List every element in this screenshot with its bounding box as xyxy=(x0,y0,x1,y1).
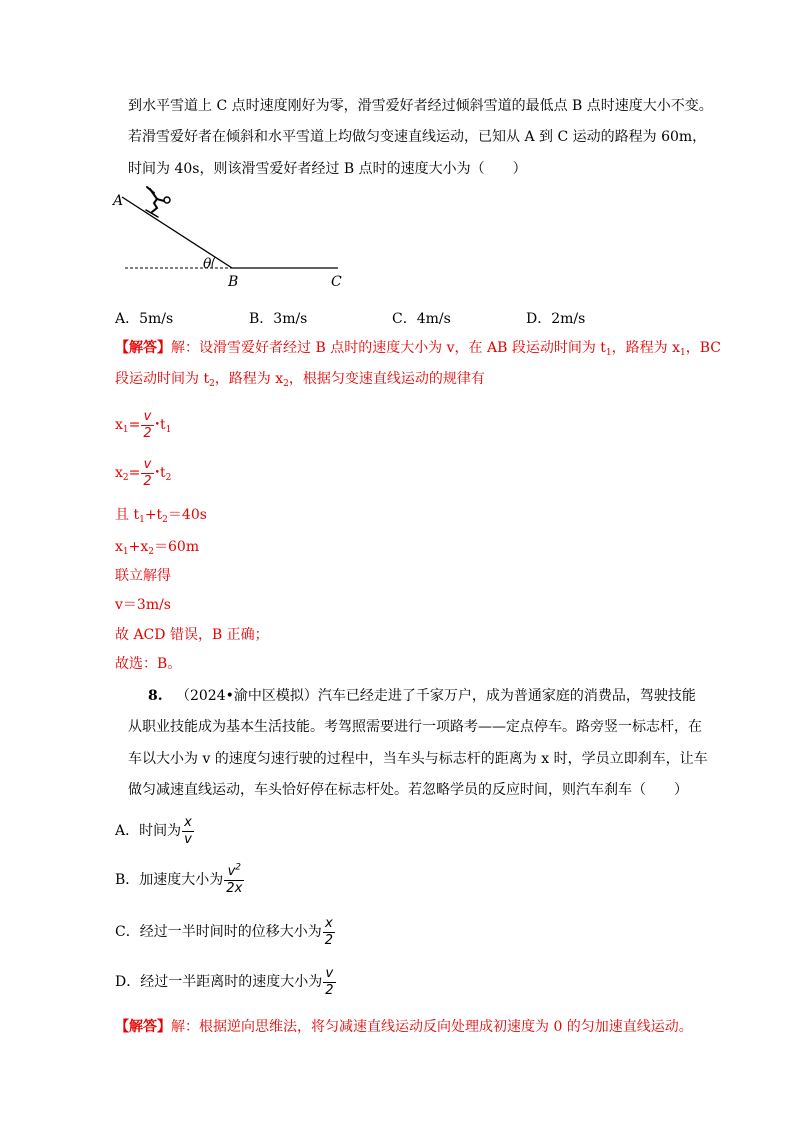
skier-icon xyxy=(146,187,170,217)
equation-1: $x_1=$ $\frac{v}{2}$ $•t_1$ xyxy=(115,408,172,441)
fraction-x-over-v: $\frac{x}{v}$ xyxy=(184,814,192,847)
fraction-v2-over-2x: $\frac{v^2}{2x}$ xyxy=(226,862,243,896)
equation-distance-sum: $x_1+x_2=60m$ xyxy=(115,539,200,557)
equation-2: $x_2=$ $\frac{v}{2}$ $•t_2$ xyxy=(115,456,172,489)
incline-diagram xyxy=(110,183,350,293)
fraction-v-over-2: $\frac{v}{2}$ xyxy=(325,965,334,998)
q7-text-line-2: 若滑雪爱好者在倾斜和水平雪道上均做匀变速直线运动，已知从 A 到 C 运动的路程为 60m， xyxy=(128,129,707,145)
q7-option-a: A．5m/s xyxy=(115,311,174,327)
answer-tag: 【解答】 xyxy=(115,340,171,356)
fraction-v-over-2: $\frac{v}{2}$ xyxy=(143,456,152,489)
equation-time-sum: 且 $t_1+t_2=40s$ xyxy=(115,507,207,525)
q7-option-c: C．4m/s xyxy=(392,311,451,327)
q8-option-a: A．时间为 $\frac{x}{v}$ xyxy=(115,814,192,847)
angle-arc xyxy=(212,257,215,268)
result-text: v＝3m/s xyxy=(115,597,171,613)
q7-text-line-1: 到水平雪道上 C 点时速度刚好为零，滑雪爱好者经过倾斜雪道的最低点 B 点时速度大小不变。 xyxy=(128,98,713,114)
answer-tag: 【解答】 xyxy=(115,1019,171,1035)
q7-answer-line-1: 【解答】解：设滑雪爱好者经过 B 点时的速度大小为 v，在 AB 段运动时间为 $t_1$，路程为 $x_1$，BC xyxy=(115,340,722,358)
q7-option-b: B．3m/s xyxy=(249,311,308,327)
fraction-v-over-2: $\frac{v}{2}$ xyxy=(143,408,152,441)
q8-text-line-3: 车以大小为 v 的速度匀速行驶的过程中，当车头与标志杆的距离为 x 时，学员立即刹车，让车 xyxy=(128,751,708,767)
q8-option-c: C．经过一半时间时的位移大小为 $\frac{x}{2}$ xyxy=(115,915,333,948)
q8-text-line-2: 从职业技能成为基本生活技能。考驾照需要进行一项路考——定点停车。路旁竖一标志杆，在 xyxy=(128,719,702,735)
solve-text: 联立解得 xyxy=(115,568,171,584)
label-theta: θ xyxy=(203,256,212,272)
q7-answer-line-2: 段运动时间为 $t_2$，路程为 $x_2$，根据匀变速直线运动的规律有 xyxy=(115,371,485,389)
label-b: B xyxy=(228,274,239,290)
fraction-x-over-2: $\frac{x}{2}$ xyxy=(324,915,333,948)
q8-option-b: B．加速度大小为 $\frac{v^2}{2x}$ xyxy=(115,862,243,896)
q8-text-line-1: 8. （2024•渝中区模拟）汽车已经走进了千家万户，成为普通家庭的消费品，驾驶技能 xyxy=(148,688,696,704)
choice-text: 故选：B。 xyxy=(115,656,182,672)
conclusion-text: 故 ACD 错误，B 正确； xyxy=(115,627,269,643)
label-c: C xyxy=(331,274,342,290)
q7-option-d: D．2m/s xyxy=(526,311,586,327)
q8-answer: 【解答】解：根据逆向思维法，将匀减速直线运动反向处理成初速度为 0 的匀加速直线运动。 xyxy=(115,1019,693,1035)
incline-slope xyxy=(122,197,232,268)
label-a: A xyxy=(113,193,124,209)
q7-text-line-3: 时间为 40s，则该滑雪爱好者经过 B 点时的速度大小为（ ） xyxy=(128,161,527,177)
question-number: 8. xyxy=(148,688,163,704)
q8-text-line-4: 做匀减速直线运动，车头恰好停在标志杆处。若忽略学员的反应时间，则汽车刹车（ ） xyxy=(128,782,688,798)
q8-option-d: D．经过一半距离时的速度大小为 $\frac{v}{2}$ xyxy=(115,965,334,998)
